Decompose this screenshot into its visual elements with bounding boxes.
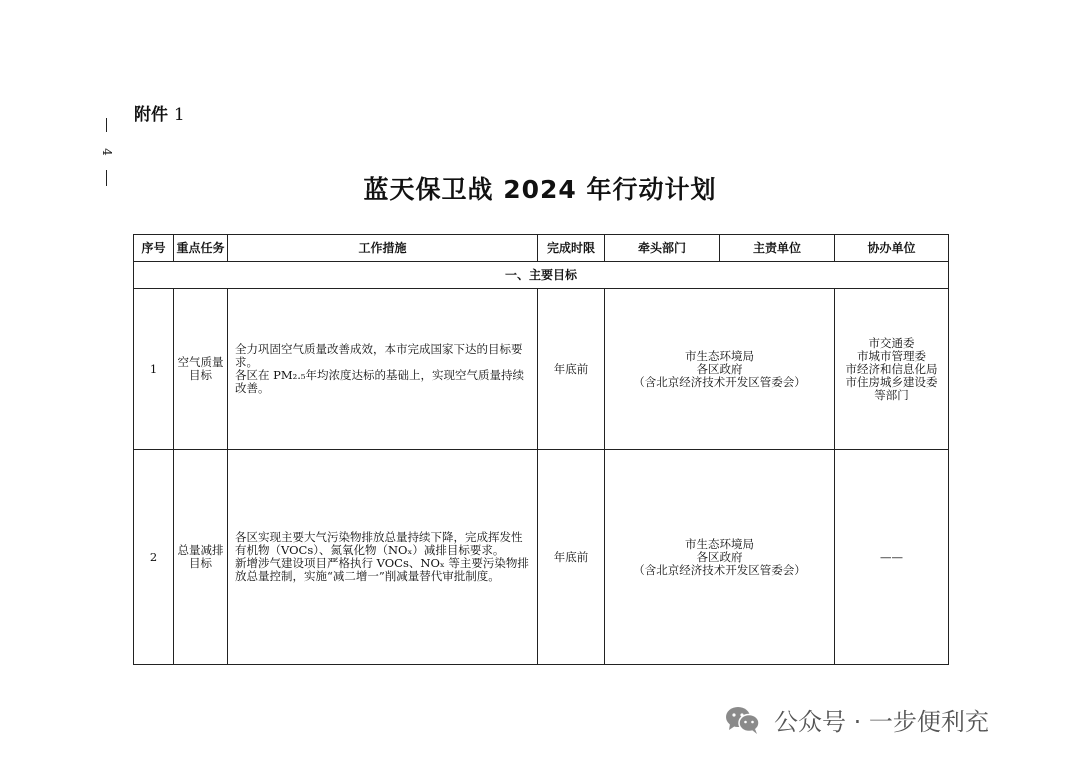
row-lead [605, 289, 835, 450]
row-lead-line: 各区政府 [696, 361, 743, 376]
row-task-line: 空气质量 [177, 355, 224, 369]
row-measure-paragraph: 各区在 PM₂.₅年均浓度达标的基础上，实现空气质量持续改善。 [235, 368, 525, 395]
row-task [174, 289, 228, 450]
row-lead-line: （含北京经济技术开发区管委会） [633, 374, 806, 389]
row-assist-line: —— [880, 549, 903, 564]
attachment-label-text: 附件 [134, 105, 168, 125]
attachment-number: 1 [173, 105, 185, 125]
table-header-row [134, 235, 949, 262]
page-number: 4 [100, 148, 114, 156]
page-number-bar-top [106, 118, 107, 132]
row-assist-line: 市城市管理委 [857, 348, 926, 363]
row-lead-line: （含北京经济技术开发区管委会） [633, 562, 806, 577]
row-assist [835, 450, 949, 665]
attachment-label [134, 100, 185, 125]
row-assist-line: 等部门 [874, 387, 909, 402]
row-assist-line: 市经济和信息化局 [845, 361, 938, 376]
section-title: 一、主要目标 [134, 262, 949, 289]
wechat-watermark [724, 702, 989, 737]
row-deadline: 年底前 [538, 450, 605, 665]
column-header-assist: 协办单位 [835, 235, 949, 262]
row-assist [835, 289, 949, 450]
row-measure-paragraph: 各区实现主要大气污染物排放总量持续下降，完成挥发性有机物（VOCs）、氮氧化物（NOₓ）减排目标要求。 [235, 530, 523, 557]
document-title: 蓝天保卫战 2024 年行动计划 [363, 175, 717, 204]
row-task-line: 目标 [189, 368, 212, 382]
row-index: 1 [134, 289, 174, 450]
row-lead [605, 450, 835, 665]
section-row [134, 262, 949, 289]
row-task [174, 450, 228, 665]
wechat-icon [724, 704, 762, 736]
column-header-measures: 工作措施 [228, 235, 538, 262]
row-lead-line: 市生态环境局 [685, 348, 754, 363]
row-measure-paragraph: 新增涉气建设项目严格执行 VOCs、NOₓ 等主要污染物排放总量控制，实施“减二增一”削减量替代审批制度。 [235, 556, 529, 583]
row-task-line: 目标 [189, 556, 212, 570]
row-task-line: 总量减排 [177, 543, 224, 557]
column-header-deadline: 完成时限 [538, 235, 605, 262]
table-row [134, 289, 949, 450]
table-row [134, 450, 949, 665]
row-deadline: 年底前 [538, 289, 605, 450]
action-plan-table [133, 234, 949, 665]
column-header-lead: 牵头部门 [605, 235, 720, 262]
row-assist-line: 市交通委 [868, 335, 915, 350]
row-lead-line: 市生态环境局 [685, 536, 754, 551]
column-header-responsible: 主责单位 [720, 235, 835, 262]
row-measures [228, 289, 538, 450]
row-measure-paragraph: 全力巩固空气质量改善成效，本市完成国家下达的目标要求。 [235, 342, 523, 369]
column-header-index: 序号 [134, 235, 174, 262]
row-measures [228, 450, 538, 665]
row-lead-line: 各区政府 [696, 549, 743, 564]
row-assist-line: 市住房城乡建设委 [845, 374, 938, 389]
row-index: 2 [134, 450, 174, 665]
column-header-task: 重点任务 [174, 235, 228, 262]
watermark-text: 公众号 · 一步便利充 [774, 708, 989, 736]
